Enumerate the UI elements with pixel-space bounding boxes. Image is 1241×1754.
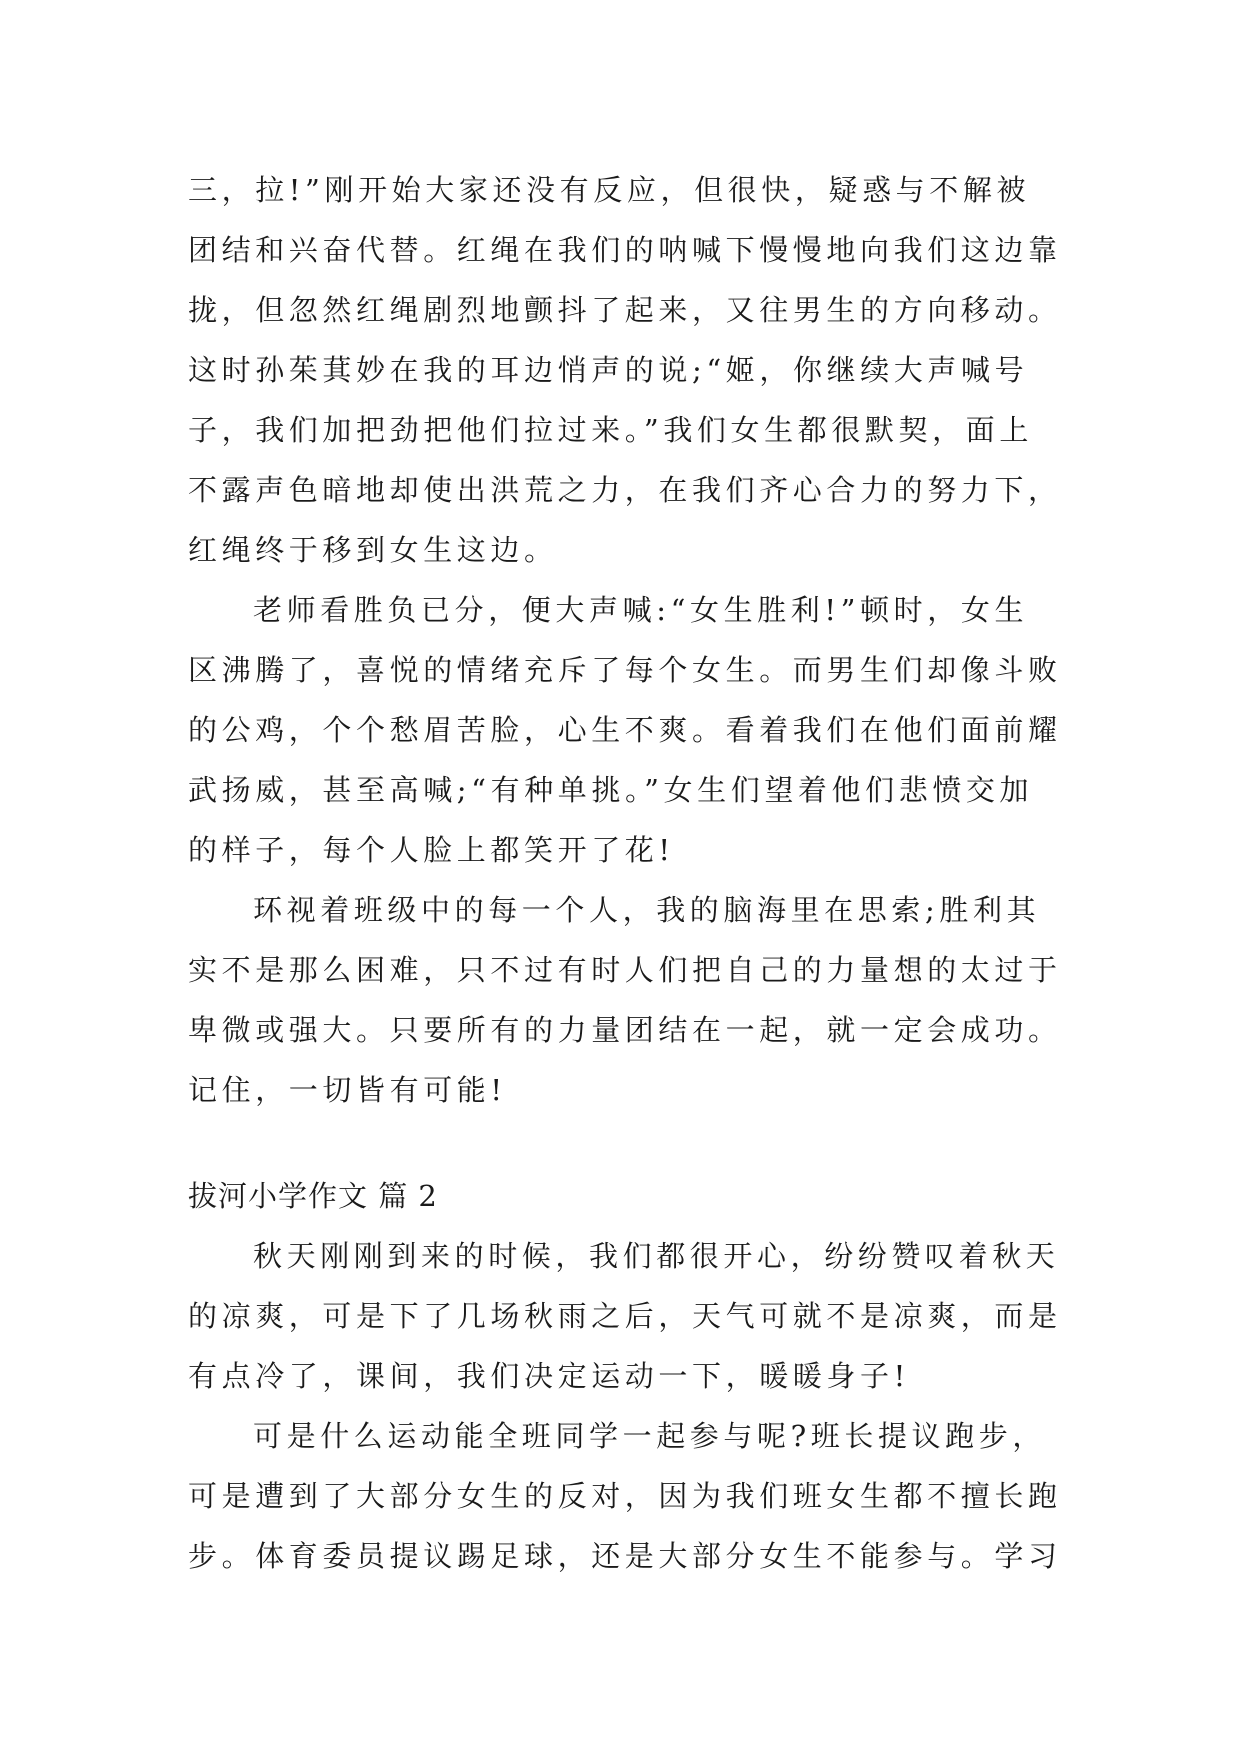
paragraph — [188, 580, 1063, 880]
paragraph-line: 可是什么运动能全班同学一起参与呢?班长提议跑步， — [253, 1419, 1046, 1453]
paragraph-line: 卑微或强大。只要所有的力量团结在一起，就一定会成功。 — [188, 1013, 1062, 1047]
paragraph-line: 团结和兴奋代替。红绳在我们的呐喊下慢慢地向我们这边靠 — [188, 233, 1062, 267]
paragraph-line: 这时孙茱萁妙在我的耳边悄声的说;“姬，你继续大声喊号 — [188, 353, 1029, 387]
paragraph-line: 步。体育委员提议踢足球，还是大部分女生不能参与。学习 — [188, 1539, 1062, 1573]
paragraph-line: 不露声色暗地却使出洪荒之力，在我们齐心合力的努力下， — [188, 473, 1062, 507]
paragraph — [188, 880, 1063, 1120]
paragraph-line: 老师看胜负已分，便大声喊:“女生胜利!”顿时，女生 — [253, 593, 1029, 627]
section-heading: 拔河小学作文 篇 2 — [188, 1179, 438, 1213]
paragraph — [188, 1226, 1063, 1406]
section-spacer — [188, 1120, 1063, 1166]
paragraph-line: 三，拉!”刚开始大家还没有反应，但很快，疑惑与不解被 — [188, 173, 1031, 207]
document-body — [188, 160, 1063, 1586]
paragraph-line: 的凉爽，可是下了几场秋雨之后，天气可就不是凉爽，而是 — [188, 1299, 1062, 1333]
paragraph-line: 记住，一切皆有可能! — [188, 1073, 507, 1107]
paragraph-line: 的样子，每个人脸上都笑开了花! — [188, 833, 675, 867]
paragraph-line: 秋天刚刚到来的时候，我们都很开心，纷纷赞叹着秋天 — [253, 1239, 1060, 1273]
paragraph — [188, 1406, 1063, 1586]
paragraph-line: 环视着班级中的每一个人，我的脑海里在思索;胜利其 — [253, 893, 1041, 927]
paragraph-line: 拢，但忽然红绳剧烈地颤抖了起来，又往男生的方向移动。 — [188, 293, 1062, 327]
paragraph-line: 武扬威，甚至高喊;“有种单挑。”女生们望着他们悲愤交加 — [188, 773, 1034, 807]
paragraph-line: 可是遭到了大部分女生的反对，因为我们班女生都不擅长跑 — [188, 1479, 1062, 1513]
paragraph-line: 红绳终于移到女生这边。 — [188, 533, 558, 567]
paragraph-line: 的公鸡，个个愁眉苦脸，心生不爽。看着我们在他们面前耀 — [188, 713, 1062, 747]
paragraph-line: 实不是那么困难，只不过有时人们把自己的力量想的太过于 — [188, 953, 1062, 987]
paragraph-line: 区沸腾了，喜悦的情绪充斥了每个女生。而男生们却像斗败 — [188, 653, 1062, 687]
paragraph-line: 子，我们加把劲把他们拉过来。”我们女生都很默契，面上 — [188, 413, 1033, 447]
paragraph-line: 有点冷了，课间，我们决定运动一下，暖暖身子! — [188, 1359, 910, 1393]
paragraph — [188, 160, 1063, 580]
